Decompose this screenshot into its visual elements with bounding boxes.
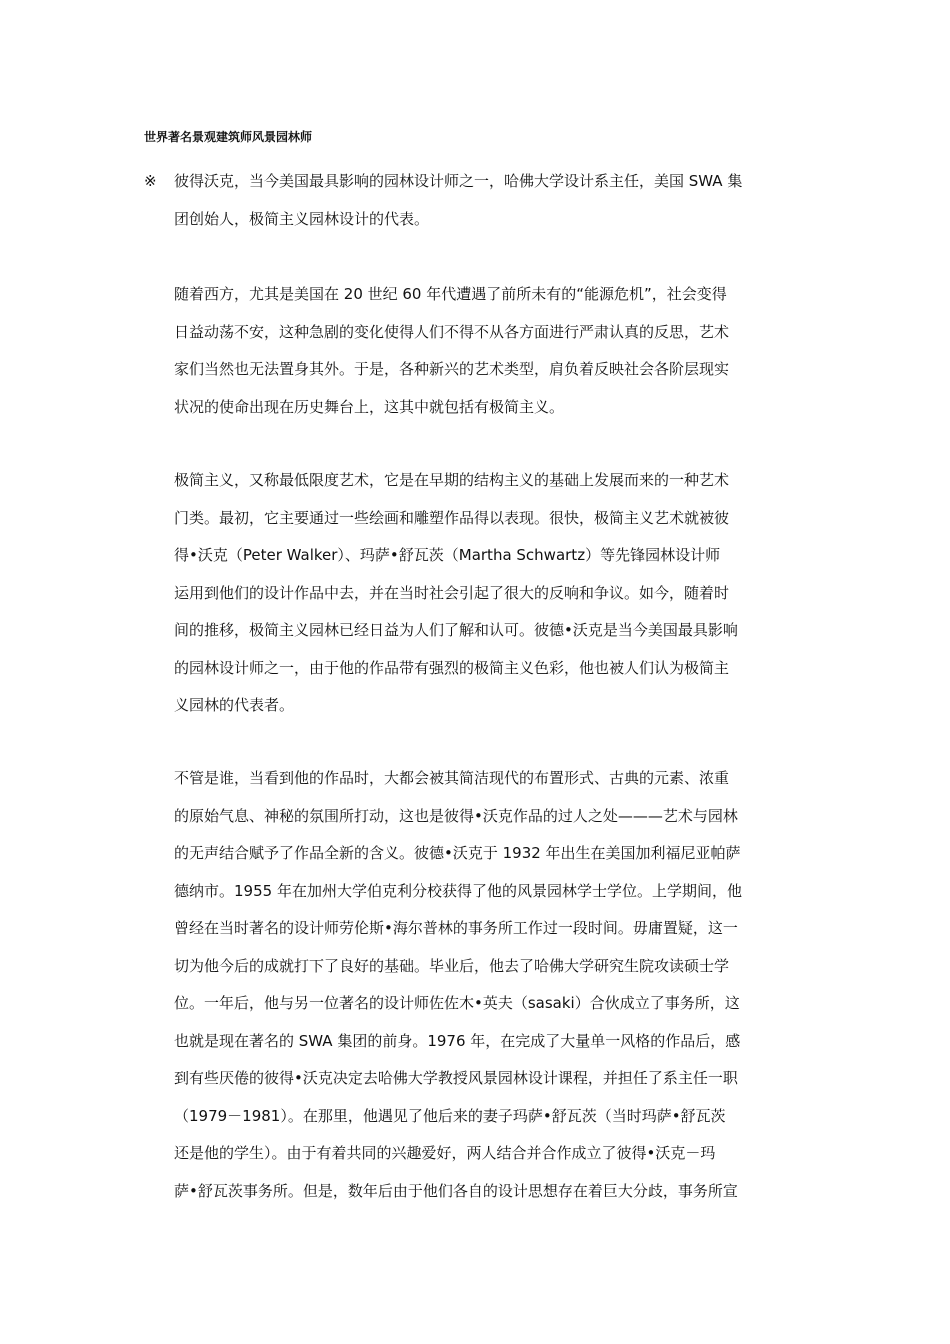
text-line: 还是他的学生）。由于有着共同的兴趣爱好，两人结合并合作成立了彼得•沃克－玛 xyxy=(174,1144,716,1162)
text-line: 得•沃克（Peter Walker）、玛萨•舒瓦茨（Martha Schwartz）等先锋园林设计师 xyxy=(174,546,721,564)
text-line: 日益动荡不安，这种急剧的变化使得人们不得不从各方面进行严肃认真的反思，艺术 xyxy=(174,322,730,341)
paragraph-minimalism xyxy=(174,469,814,732)
text-line: 门类。最初，它主要通过一些绘画和雕塑作品得以表现。很快，极简主义艺术就被彼 xyxy=(174,508,730,527)
text-line: 的园林设计师之一，由于他的作品带有强烈的极简主义色彩，他也被人们认为极简主 xyxy=(174,658,730,677)
reference-mark-bullet: ※ xyxy=(144,172,157,190)
text-line: 也就是现在著名的 SWA 集团的前身。1976 年，在完成了大量单一风格的作品后，感 xyxy=(174,1031,741,1050)
text-line: 运用到他们的设计作品中去，并在当时社会引起了很大的反响和争议。如今，随着时 xyxy=(174,583,730,602)
text-line: 义园林的代表者。 xyxy=(174,696,295,714)
text-line: 彼得沃克，当今美国最具影响的园林设计师之一，哈佛大学设计系主任，美国 SWA 集 xyxy=(174,172,743,190)
text-line: 切为他今后的成就打下了良好的基础。毕业后，他去了哈佛大学研究生院攻读硕士学 xyxy=(174,956,730,975)
text-line: 团创始人，极简主义园林设计的代表。 xyxy=(174,209,430,228)
paragraph-intro xyxy=(174,170,814,245)
text-line: 随着西方，尤其是美国在 20 世纪 60 年代遭遇了前所未有的“能源危机”，社会变得 xyxy=(174,285,727,303)
text-line: 的原始气息、神秘的氛围所打动，这也是彼得•沃克作品的过人之处———艺术与园林 xyxy=(174,806,738,825)
paragraph-background xyxy=(174,283,814,433)
text-line: 的无声结合赋予了作品全新的含义。彼德•沃克于 1932 年出生在美国加利福尼亚帕萨 xyxy=(174,844,741,862)
text-line: （1979－1981）。在那里，他遇见了他后来的妻子玛萨•舒瓦茨（当时玛萨•舒瓦茨 xyxy=(174,1106,726,1125)
text-line: 德纳市。1955 年在加州大学伯克利分校获得了他的风景园林学士学位。上学期间，他 xyxy=(174,881,742,900)
text-line: 萨•舒瓦茨事务所。但是，数年后由于他们各自的设计思想存在着巨大分歧，事务所宣 xyxy=(174,1181,738,1200)
text-line: 不管是谁，当看到他的作品时，大都会被其简洁现代的布置形式、古典的元素、浓重 xyxy=(174,769,730,787)
paragraph-biography xyxy=(174,767,814,1217)
text-line: 极简主义，又称最低限度艺术，它是在早期的结构主义的基础上发展而来的一种艺术 xyxy=(174,471,730,489)
text-line: 曾经在当时著名的设计师劳伦斯•海尔普林的事务所工作过一段时间。毋庸置疑，这一 xyxy=(174,919,738,937)
document-title: 世界著名景观建筑师风景园林师 xyxy=(144,130,313,144)
text-line: 状况的使命出现在历史舞台上，这其中就包括有极简主义。 xyxy=(174,397,565,416)
text-line: 位。一年后，他与另一位著名的设计师佐佐木•英夫（sasaki）合伙成立了事务所，这 xyxy=(174,994,740,1012)
text-line: 家们当然也无法置身其外。于是，各种新兴的艺术类型，肩负着反映社会各阶层现实 xyxy=(174,360,730,378)
text-line: 间的推移，极简主义园林已经日益为人们了解和认可。彼德•沃克是当今美国最具影响 xyxy=(174,621,738,639)
text-line: 到有些厌倦的彼得•沃克决定去哈佛大学教授风景园林设计课程，并担任了系主任一职 xyxy=(174,1069,738,1087)
